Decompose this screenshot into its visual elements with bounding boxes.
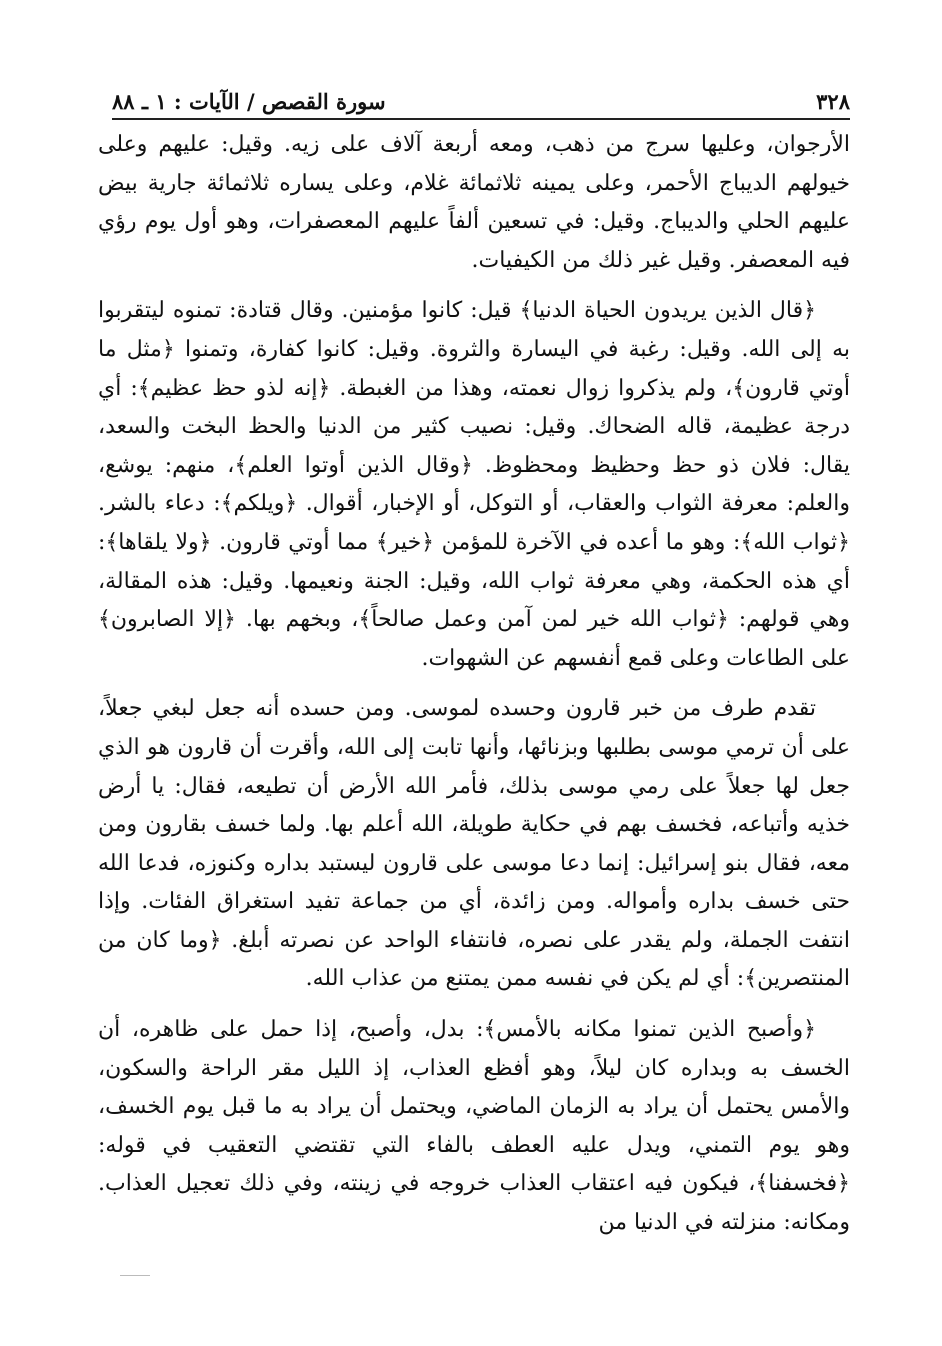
paragraph-2: ﴿قال الذين يريدون الحياة الدنيا﴾ قيل: كانوا مؤمنين. وقال قتادة: تمنوه ليتقربوا به إلى الله. وقيل: رغبة في اليسارة والثروة. وقيل: كانوا كفارة، وتمنوا ﴿مثل ما أوتي قارون﴾، ولم يذكروا زوال نعمته، وهذا من الغبطة. ﴿إنه لذو حظ عظيم﴾: أي درجة عظيمة، قاله الضحاك. وقيل: نصيب كثير من الدنيا والحظ البخت والسعد، يقال: فلان ذو حظ وحظيظ ومحظوظ. ﴿وقال الذين أوتوا العلم﴾، منهم: يوشع، والعلم: معرفة الثواب والعقاب، أو التوكل، أو الإخبار، أقوال. ﴿ويلكم﴾: دعاء بالشر. ﴿ثواب الله﴾: وهو ما أعده في الآخرة للمؤمن ﴿خير﴾ مما أوتي قارون. ﴿ولا يلقاها﴾: أي هذه الحكمة، وهي معرفة ثواب الله، وقيل: الجنة ونعيمها. وقيل: هذه المقالة، وهي قولهم: ﴿ثواب الله خير لمن آمن وعمل صالحاً﴾، وبخهم بها. ﴿إلا الصابرون﴾ على الطاعات وعلى قمع أنفسهم عن الشهوات. <box>98 298 850 671</box>
page-header <box>112 84 850 120</box>
paragraph-4: ﴿وأصبح الذين تمنوا مكانه بالأمس﴾: بدل، وأصبح، إذا حمل على ظاهره، أن الخسف به وبداره كان ليلاً، وهو أفظع العذاب، إذ الليل مقر الراحة والسكون، والأمس يحتمل أن يراد به الزمان الماضي، ويحتمل أن يراد به ما قبل يوم الخسف، وهو يوم التمني، ويدل عليه العطف بالفاء التي تقتضي التعقيب في قوله: ﴿فخسفنا﴾، فيكون فيه اعتقاب العذاب خروجه في زينته، وفي ذلك تعجيل العذاب. ومكانه: منزلته في الدنيا من <box>98 1017 850 1236</box>
paragraph-1: الأرجوان، وعليها سرج من ذهب، ومعه أربعة آلاف على زيه. وقيل: عليهم وعلى خيولهم الديباج الأحمر، وعلى يمينه ثلاثمائة غلام، وعلى يساره ثلاثمائة جارية بيض عليهم الحلي والديباج. وقيل: في تسعين ألفاً عليهم المعصفرات، وهو أول يوم رؤي فيه المعصفر. وقيل غير ذلك من الكيفيات. <box>98 132 850 273</box>
footer-mark <box>120 1275 150 1276</box>
running-title: سورة القصص / الآيات : ١ ـ ٨٨ <box>112 88 386 114</box>
paragraph-3: تقدم طرف من خبر قارون وحسده لموسى. ومن حسده أنه جعل لبغي جعلاً، على أن ترمي موسى بطلبها وبزنائها، وأنها تابت إلى الله، وأقرت أن قارون هو الذي جعل لها جعلاً على رمي موسى بذلك، فأمر الله الأرض أن تطيعه، فقال: يا أرض خذيه وأتباعه، فخسف بهم في حكاية طويلة، الله أعلم بها. ولما خسف بقارون ومن معه، فقال بنو إسرائيل: إنما دعا موسى على قارون ليستبد بداره وكنوزه، فدعا الله حتى خسف بداره وأمواله. ومن زائدة، أي من جماعة تفيد استغراق الفئات. وإذا انتفت الجملة، ولم يقدر على نصره، فانتفاء الواحد عن نصرته أبلغ. ﴿وما كان من المنتصرين﴾: أي لم يكن في نفسه ممن يمتنع من عذاب الله. <box>98 696 850 992</box>
body-text <box>98 126 850 1243</box>
page-number: ٣٢٨ <box>816 88 850 114</box>
